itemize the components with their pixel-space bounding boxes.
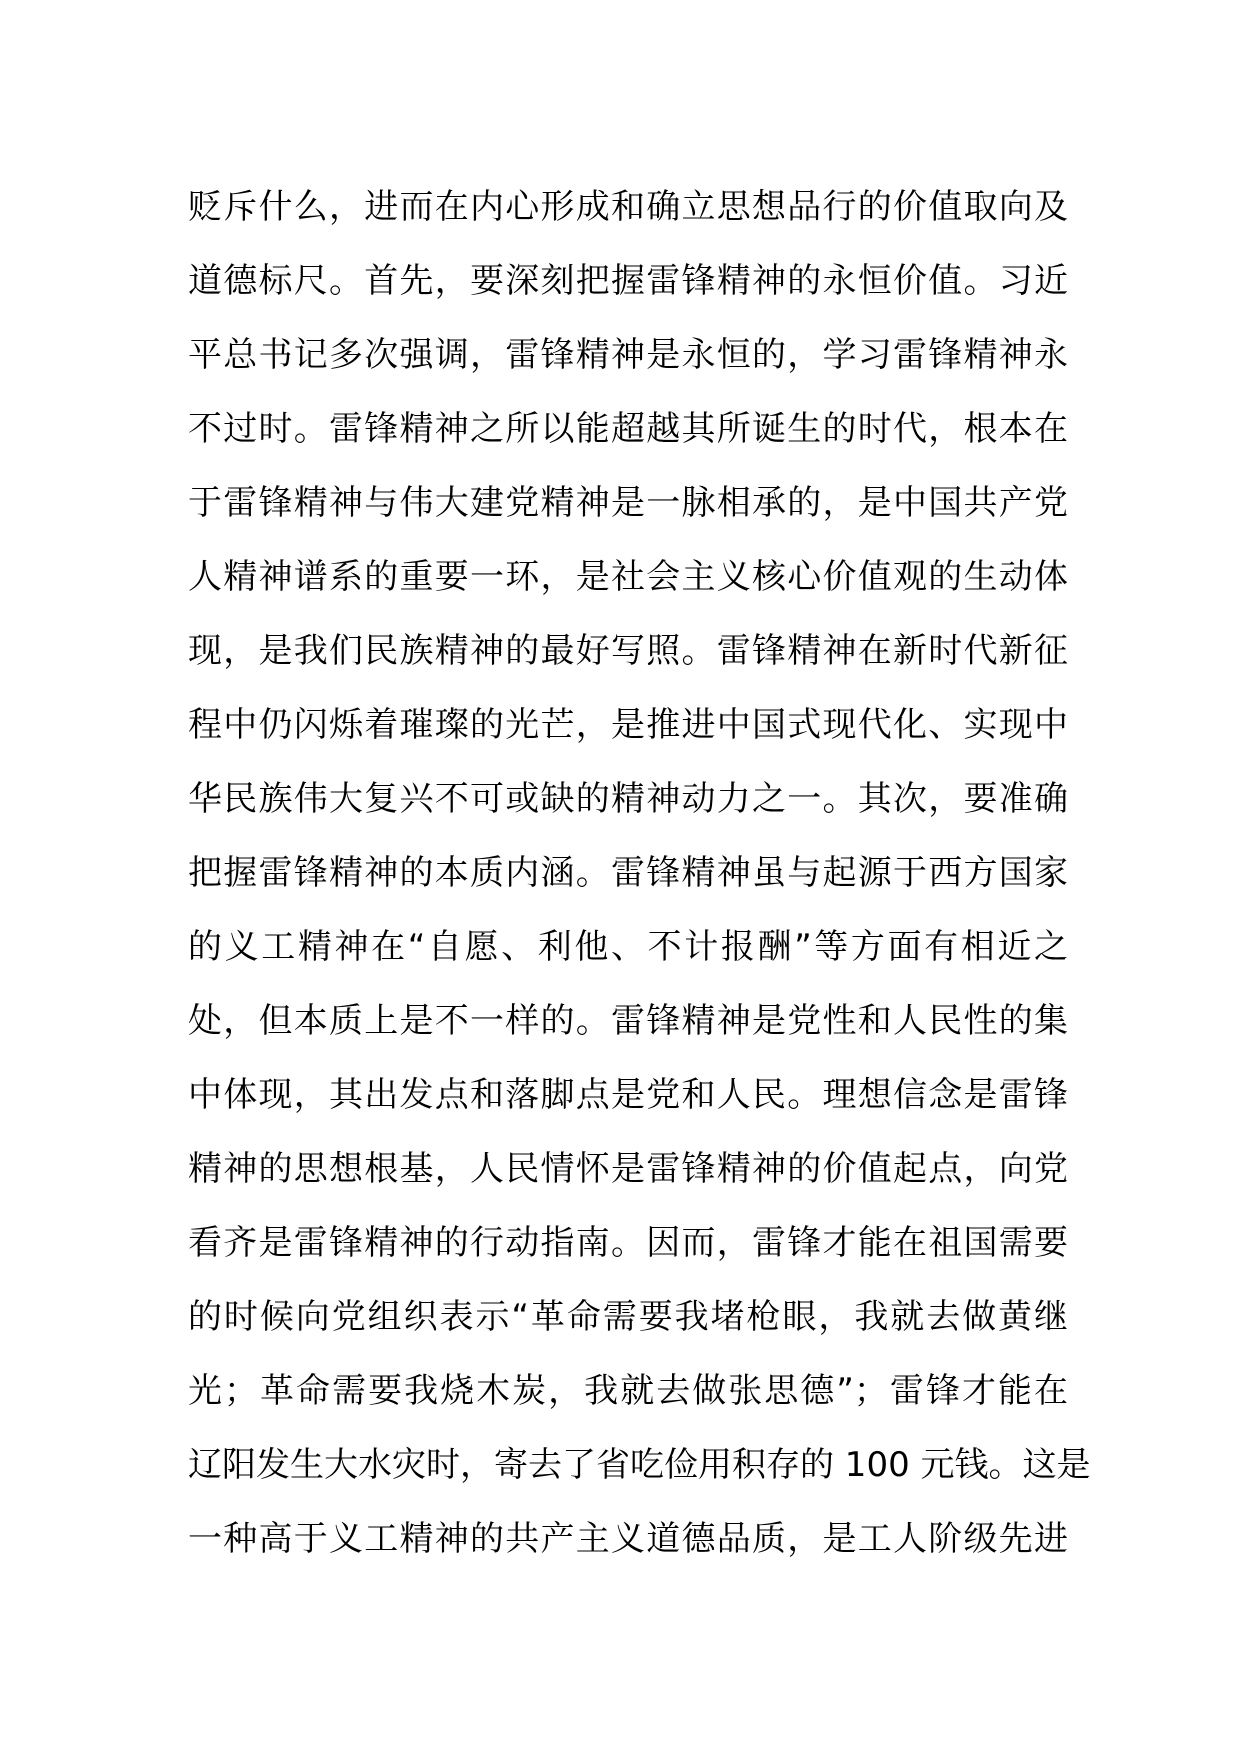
text-line: 贬斥什么，进而在内心形成和确立思想品行的价值取向及 <box>188 187 1068 227</box>
text-line: 一种高于义工精神的共产主义道德品质，是工人阶级先进 <box>188 1519 1068 1559</box>
text-line: 看齐是雷锋精神的行动指南。因而，雷锋才能在祖国需要 <box>188 1223 1068 1263</box>
text-line: 不过时。雷锋精神之所以能超越其所诞生的时代，根本在 <box>188 409 1068 449</box>
text-line: 现，是我们民族精神的最好写照。雷锋精神在新时代新征 <box>188 631 1068 671</box>
text-line: 辽阳发生大水灾时，寄去了省吃俭用积存的 100 元钱。这是 <box>188 1445 1091 1485</box>
text-line: 光；革命需要我烧木炭，我就去做张思德”；雷锋才能在 <box>188 1371 1068 1411</box>
text-line: 中体现，其出发点和落脚点是党和人民。理想信念是雷锋 <box>188 1075 1068 1115</box>
text-line: 处，但本质上是不一样的。雷锋精神是党性和人民性的集 <box>188 1001 1068 1041</box>
body-paragraph <box>188 170 1091 1576</box>
text-line: 道德标尺。首先，要深刻把握雷锋精神的永恒价值。习近 <box>188 261 1068 301</box>
text-line: 的义工精神在“自愿、利他、不计报酬”等方面有相近之 <box>188 927 1068 967</box>
text-line: 于雷锋精神与伟大建党精神是一脉相承的，是中国共产党 <box>188 483 1068 523</box>
text-line: 的时候向党组织表示“革命需要我堵枪眼，我就去做黄继 <box>188 1297 1068 1337</box>
text-line: 把握雷锋精神的本质内涵。雷锋精神虽与起源于西方国家 <box>188 853 1068 893</box>
text-line: 平总书记多次强调，雷锋精神是永恒的，学习雷锋精神永 <box>188 335 1068 375</box>
text-line: 程中仍闪烁着璀璨的光芒，是推进中国式现代化、实现中 <box>188 705 1068 745</box>
text-line: 人精神谱系的重要一环，是社会主义核心价值观的生动体 <box>188 557 1068 597</box>
text-line: 华民族伟大复兴不可或缺的精神动力之一。其次，要准确 <box>188 779 1068 819</box>
text-line: 精神的思想根基，人民情怀是雷锋精神的价值起点，向党 <box>188 1149 1068 1189</box>
